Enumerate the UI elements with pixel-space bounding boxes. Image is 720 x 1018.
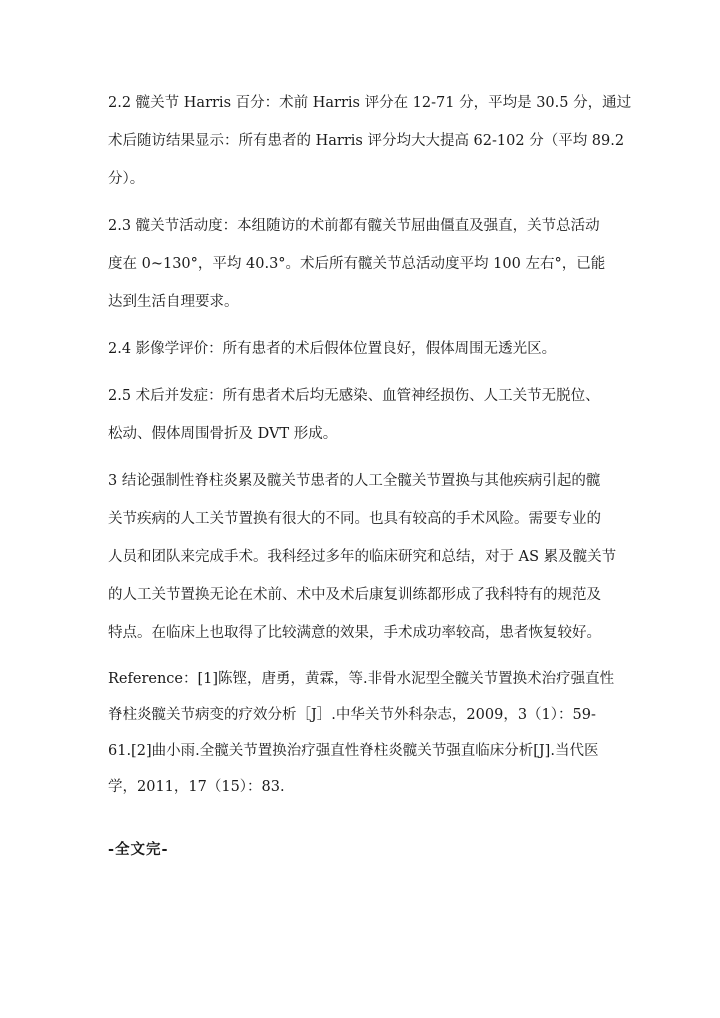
text-line: 的人工关节置换无论在术前、术中及术后康复训练都形成了我科特有的规范及: [108, 587, 601, 603]
references: [108, 661, 618, 805]
text-line: 人员和团队来完成手术。我科经过多年的临床研究和总结，对于 AS 累及髋关节: [108, 549, 617, 565]
reference-line: Reference：[1]陈铿，唐勇，黄霖，等.非骨水泥型全髋关节置换术治疗强直性: [108, 671, 615, 687]
text-line: 特点。在临床上也取得了比较满意的效果，手术成功率较高，患者恢复较好。: [108, 625, 601, 641]
text-line: 3 结论强制性脊柱炎累及髋关节患者的人工全髋关节置换与其他疾病引起的髋: [108, 473, 601, 489]
text-line: 2.5 术后并发症：所有患者术后均无感染、血管神经损伤、人工关节无脱位、: [108, 388, 600, 404]
text-line: 度在 0~130°，平均 40.3°。术后所有髋关节总活动度平均 100 左右°，已能: [108, 256, 606, 272]
text-line: 分）。: [108, 171, 145, 187]
reference-line: 61.[2]曲小雨.全髋关节置换治疗强直性脊柱炎髋关节强直临床分析[J].当代医: [108, 743, 599, 759]
text-line: 松动、假体周围骨折及 DVT 形成。: [108, 426, 338, 442]
document-body: [108, 84, 632, 814]
section-3-conclusion: [108, 462, 618, 652]
reference-line: 学，2011，17（15）：83.: [108, 779, 285, 795]
section-2-2-harris-score: [108, 84, 632, 198]
end-of-document-mark: -全文完-: [108, 842, 169, 858]
section-2-4-imaging-evaluation: [108, 330, 618, 368]
text-line: 2.2 髋关节 Harris 百分：术前 Harris 评分在 12-71 分，平均是 30.5 分，通过: [108, 95, 632, 111]
text-line: 关节疾病的人工关节置换有很大的不同。也具有较高的手术风险。需要专业的: [108, 511, 601, 527]
text-line: 2.4 影像学评价：所有患者的术后假体位置良好，假体周围无透光区。: [108, 341, 557, 357]
text-line: 达到生活自理要求。: [108, 294, 239, 310]
section-2-5-complications: [108, 377, 618, 453]
text-line: 术后随访结果显示：所有患者的 Harris 评分均大大提高 62-102 分（平均 89.2: [108, 133, 625, 149]
text-line: 2.3 髋关节活动度：本组随访的术前都有髋关节屈曲僵直及强直，关节总活动: [108, 218, 600, 234]
reference-line: 脊柱炎髋关节病变的疗效分析［J］.中华关节外科杂志，2009，3（1）：59-: [108, 707, 596, 723]
section-2-3-range-of-motion: [108, 207, 618, 321]
